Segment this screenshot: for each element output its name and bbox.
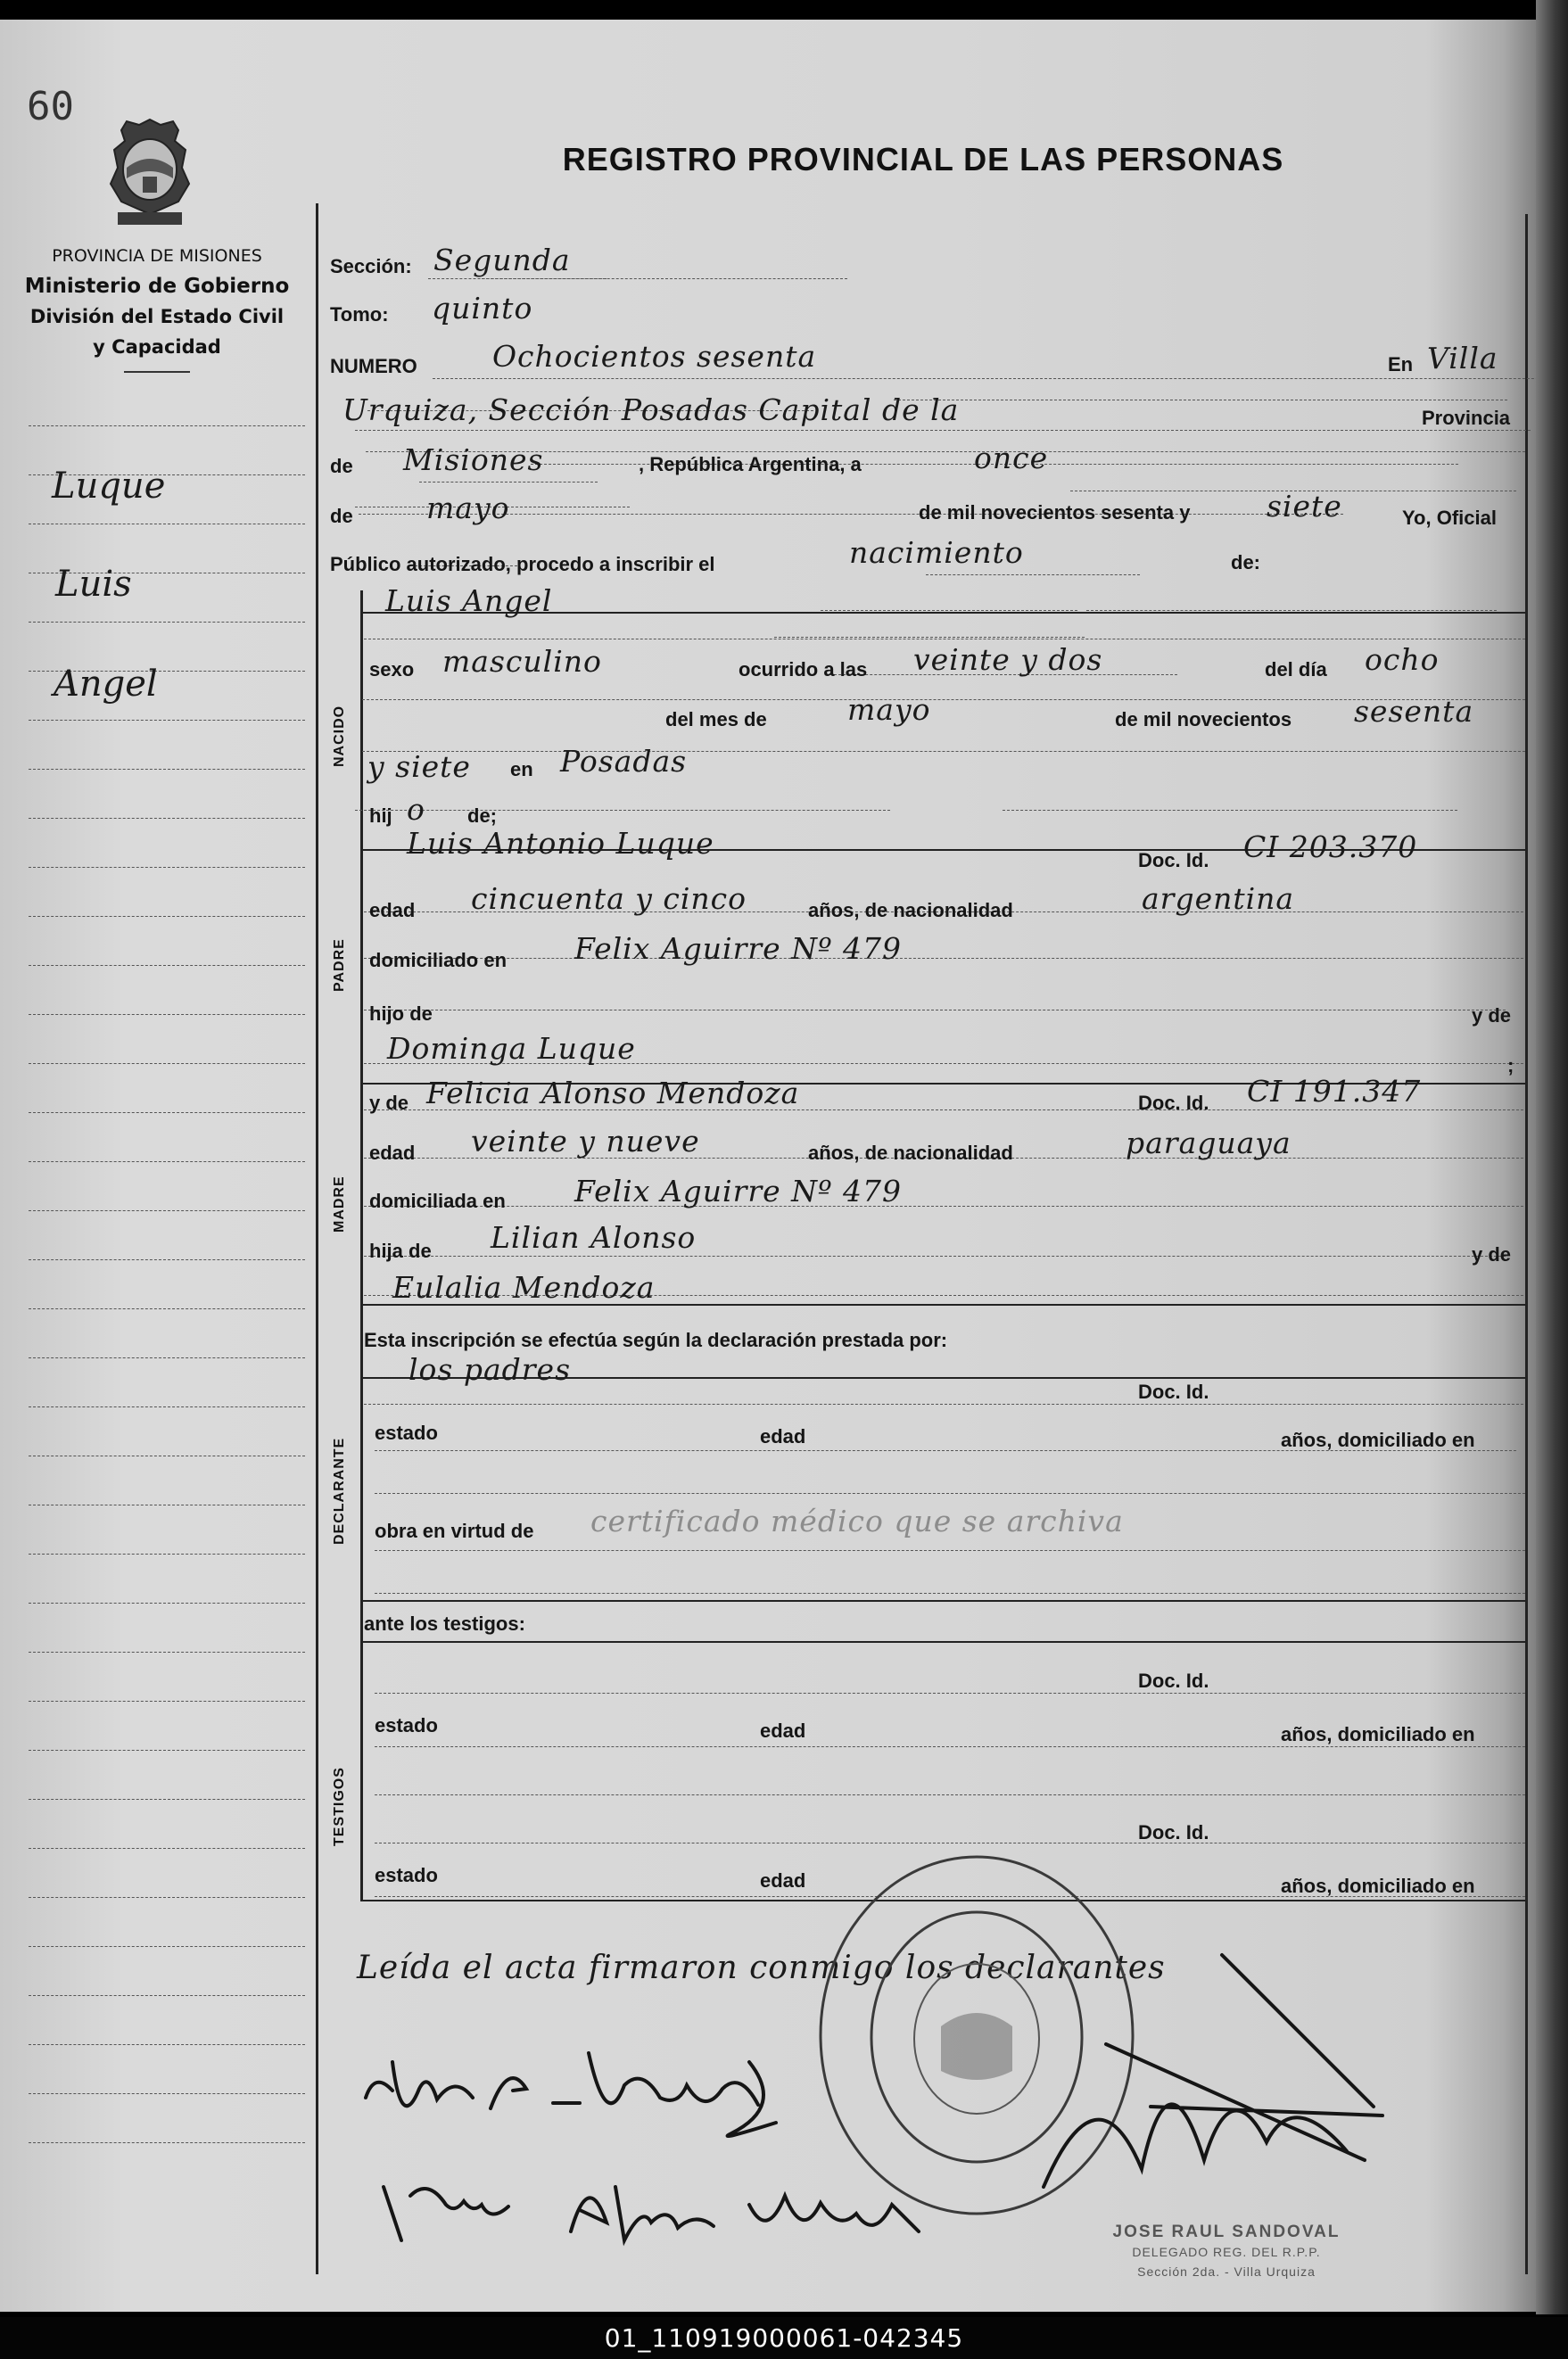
ocurrido-label: ocurrido a las: [739, 658, 868, 680]
form-ruled-line: [375, 1593, 1525, 1594]
margin-ruled-line: [29, 1161, 305, 1162]
provincia-de-label: de: [330, 455, 353, 477]
ministry-line: Ministerio de Gobierno: [24, 275, 290, 298]
book-binding: [1536, 0, 1568, 2314]
madre-edad-label: edad: [369, 1142, 416, 1164]
obra-value: certificado médico que se archiva: [590, 1504, 1124, 1538]
madre-nac-label: años, de nacionalidad: [808, 1142, 1013, 1164]
signature-mother-icon: [375, 2160, 928, 2258]
margin-note-middle: Angel: [54, 664, 158, 705]
padre-doc-label: Doc. Id.: [1138, 849, 1209, 871]
anio-nac2-value: y siete: [367, 749, 471, 784]
hijo-label: hij: [369, 804, 392, 827]
yo-oficial-label: Yo, Oficial: [1402, 507, 1497, 529]
section-testigos-label: TESTIGOS: [332, 1767, 347, 1846]
form-ruled-line: [375, 1746, 1525, 1747]
padre-nombre-value: Luis Antonio Luque: [407, 826, 714, 861]
margin-ruled-line: [29, 1308, 305, 1309]
margin-ruled-line: [29, 769, 305, 770]
testigos-top-border: [360, 1641, 1525, 1643]
sexo-value: masculino: [442, 644, 602, 679]
lugar-line-value: Urquiza, Sección Posadas Capital de la: [342, 392, 960, 427]
form-ruled-line: [375, 1693, 1525, 1694]
stamp-title: DELEGADO REG. DEL R.P.P.: [1132, 2245, 1321, 2259]
mes-nac-value: mayo: [847, 692, 931, 727]
register-page: [0, 20, 1550, 2312]
margin-ruled-line: [29, 1063, 305, 1064]
margin-ruled-line: [29, 1946, 305, 1947]
ante-testigos-label: ante los testigos:: [364, 1613, 525, 1635]
madre-doc-label: Doc. Id.: [1138, 1092, 1209, 1114]
page-title: REGISTRO PROVINCIAL DE LAS PERSONAS: [562, 141, 1284, 177]
numero-value: Ochocientos sesenta: [492, 339, 817, 374]
margin-ruled-line: [29, 965, 305, 966]
padre-doc-value: CI 203.370: [1243, 829, 1418, 864]
form-ruled-line: [375, 1550, 1525, 1551]
margin-ruled-line: [29, 1652, 305, 1653]
page-number: 60: [27, 84, 74, 129]
form-ruled-line: [362, 699, 1525, 700]
form-ruled-line: [774, 637, 1085, 638]
declarante-estado-label: estado: [375, 1422, 438, 1444]
margin-ruled-line: [29, 622, 305, 623]
stamp-name: JOSE RAUL SANDOVAL: [1112, 2223, 1341, 2241]
declarante-bottom-border: [360, 1600, 1525, 1602]
form-ruled-line: [1003, 810, 1457, 811]
madre-hija-de-label: hija de: [369, 1240, 432, 1262]
margin-ruled-line: [29, 1014, 305, 1015]
provincia-label: Provincia: [1422, 407, 1511, 429]
republica-label: , República Argentina, a: [639, 453, 862, 475]
margin-ruled-line: [29, 1799, 305, 1800]
testigo2-estado-label: estado: [375, 1864, 438, 1886]
margin-ruled-line: [29, 1995, 305, 1996]
margin-ruled-line: [29, 425, 305, 426]
signature-official-icon: [1026, 1937, 1400, 2205]
margin-ruled-line: [29, 1259, 305, 1260]
margin-ruled-line: [29, 1406, 305, 1407]
sidebar-header: [7, 241, 307, 373]
form-ruled-line: [375, 1794, 1525, 1795]
padre-dom-value: Felix Aguirre Nº 479: [574, 931, 903, 966]
padre-dom-label: domiciliado en: [369, 949, 508, 971]
de-colon-label: de:: [1231, 551, 1260, 573]
margin-ruled-line: [29, 916, 305, 917]
division-line: División del Estado Civil: [29, 306, 285, 327]
madre-edad-value: veinte y nueve: [471, 1124, 700, 1159]
hijo-o-value: o: [407, 792, 425, 827]
madre-nac-value: paraguaya: [1126, 1126, 1292, 1160]
form-ruled-line: [821, 610, 1077, 611]
lugar-value: Posadas: [560, 744, 688, 779]
madre-nombre-value: Felicia Alonso Mendoza: [426, 1076, 800, 1110]
mes-de-label: de: [330, 505, 353, 527]
margin-ruled-line: [29, 720, 305, 721]
form-ruled-line: [433, 378, 1568, 379]
tomo-label: Tomo:: [330, 303, 389, 326]
margin-ruled-line: [29, 2044, 305, 2045]
main-border-left: [316, 203, 318, 2274]
provincia-value: Misiones: [403, 442, 544, 477]
form-ruled-line: [1086, 610, 1497, 611]
form-ruled-line: [364, 1404, 1523, 1405]
margin-ruled-line: [29, 1848, 305, 1849]
seccion-label: Sección:: [330, 255, 412, 277]
margin-ruled-line: [29, 1897, 305, 1898]
dia-value: once: [974, 441, 1049, 475]
mes-value: mayo: [426, 491, 510, 525]
form-ruled-line: [364, 958, 1523, 959]
dia-nac-value: ocho: [1365, 642, 1440, 677]
testigo2-anos-label: años, domiciliado en: [1281, 1875, 1475, 1897]
margin-note-name: Luis: [55, 564, 132, 605]
padre-nac-value: argentina: [1142, 881, 1295, 916]
madre-y-de-label: y de: [369, 1092, 409, 1114]
margin-ruled-line: [29, 2142, 305, 2143]
section-declarante-label: DECLARANTE: [332, 1437, 347, 1545]
declarante-edad-label: edad: [760, 1425, 806, 1448]
en2-label: en: [510, 758, 533, 780]
padre-y-de-label: y de: [1472, 1004, 1512, 1027]
testigo1-anos-label: años, domiciliado en: [1281, 1723, 1475, 1745]
official-stamp: [1079, 2223, 1374, 2281]
padre-nac-label: años, de nacionalidad: [808, 899, 1013, 921]
margin-ruled-line: [29, 1210, 305, 1211]
acto-value: nacimiento: [849, 535, 1024, 570]
header-divider: [124, 371, 190, 373]
margin-ruled-line: [29, 1357, 305, 1358]
testigo1-edad-label: edad: [760, 1720, 806, 1742]
testigo1-estado-label: estado: [375, 1714, 438, 1736]
form-ruled-line: [355, 430, 1531, 431]
inscripcion-label: Esta inscripción se efectúa según la declaración prestada por:: [364, 1329, 948, 1351]
form-ruled-line: [355, 810, 890, 811]
provincial-crest-icon: [96, 114, 203, 230]
declarante-value: los padres: [409, 1352, 572, 1387]
declarante-anos-label: años, domiciliado en: [1281, 1429, 1475, 1451]
margin-ruled-line: [29, 818, 305, 819]
anio-nac-value: sesenta: [1354, 694, 1474, 729]
padre-hijo-de-label: hijo de: [369, 1002, 433, 1025]
form-ruled-line: [419, 482, 598, 483]
madre-hija-de2-value: Eulalia Mendoza: [392, 1270, 656, 1305]
margin-note-surname: Luque: [52, 466, 166, 507]
tomo-value: quinto: [432, 291, 533, 326]
section-border: [360, 590, 363, 1901]
margin-ruled-line: [29, 1554, 305, 1555]
obra-label: obra en virtud de: [375, 1520, 534, 1542]
hora-value: veinte y dos: [913, 642, 1103, 677]
margin-ruled-line: [29, 1603, 305, 1604]
sexo-label: sexo: [369, 658, 415, 680]
section-madre-label: MADRE: [332, 1175, 347, 1233]
form-ruled-line: [364, 1206, 1523, 1207]
image-footer-id: 01_110919000061-042345: [0, 2317, 1568, 2359]
form-ruled-line: [364, 1256, 1506, 1257]
padre-edad-label: edad: [369, 899, 416, 921]
form-ruled-line: [362, 751, 1525, 752]
form-ruled-line: [482, 278, 847, 279]
division-line-2: y Capacidad: [93, 336, 221, 358]
de-mil2-label: de mil novecientos: [1115, 708, 1292, 730]
seccion-value: Segunda: [433, 243, 571, 277]
province-line: PROVINCIA DE MISIONES: [52, 246, 262, 266]
padre-hijo-de-value: Dominga Luque: [387, 1031, 636, 1066]
section-nacido-label: NACIDO: [332, 705, 347, 767]
del-mes-label: del mes de: [665, 708, 767, 730]
anio-value: siete: [1267, 489, 1342, 524]
en-label: En: [1388, 353, 1414, 375]
numero-label: NUMERO: [330, 355, 417, 377]
margin-ruled-line: [29, 867, 305, 868]
stamp-place: Sección 2da. - Villa Urquiza: [1137, 2264, 1316, 2279]
main-border-right: [1525, 214, 1528, 2274]
section-padre-label: PADRE: [332, 938, 347, 992]
publico-label: Público autorizado, procedo a inscribir el: [330, 553, 715, 575]
nombre-value: Luis Angel: [385, 583, 553, 618]
madre-hija-de-value: Lilian Alonso: [491, 1220, 697, 1255]
de-mil-label: de mil novecientos sesenta y: [919, 501, 1191, 524]
margin-ruled-line: [29, 1701, 305, 1702]
madre-doc-value: CI 191.347: [1247, 1074, 1422, 1109]
margin-ruled-line: [29, 1112, 305, 1113]
testigo1-doc-label: Doc. Id.: [1138, 1670, 1209, 1692]
margin-ruled-line: [29, 2093, 305, 2094]
del-dia-label: del día: [1265, 658, 1327, 680]
madre-y-de2-label: y de: [1472, 1243, 1512, 1266]
en-value: Villa: [1427, 341, 1498, 375]
testigo2-doc-label: Doc. Id.: [1138, 1821, 1209, 1843]
signature-father-icon: [357, 2035, 821, 2160]
testigo2-edad-label: edad: [760, 1869, 806, 1892]
madre-dom-label: domiciliada en: [369, 1190, 506, 1212]
margin-ruled-line: [29, 1750, 305, 1751]
madre-dom-value: Felix Aguirre Nº 479: [574, 1174, 903, 1208]
padre-semicolon: ;: [1507, 1054, 1514, 1076]
padre-edad-value: cincuenta y cinco: [471, 881, 747, 916]
declarante-doc-label: Doc. Id.: [1138, 1381, 1209, 1403]
hijo-de-label: de;: [467, 804, 497, 827]
form-ruled-line: [375, 1493, 1525, 1494]
closing-statement: Leída el acta firmaron conmigo los declarantes: [357, 1950, 1166, 1986]
form-ruled-line: [926, 574, 1140, 575]
